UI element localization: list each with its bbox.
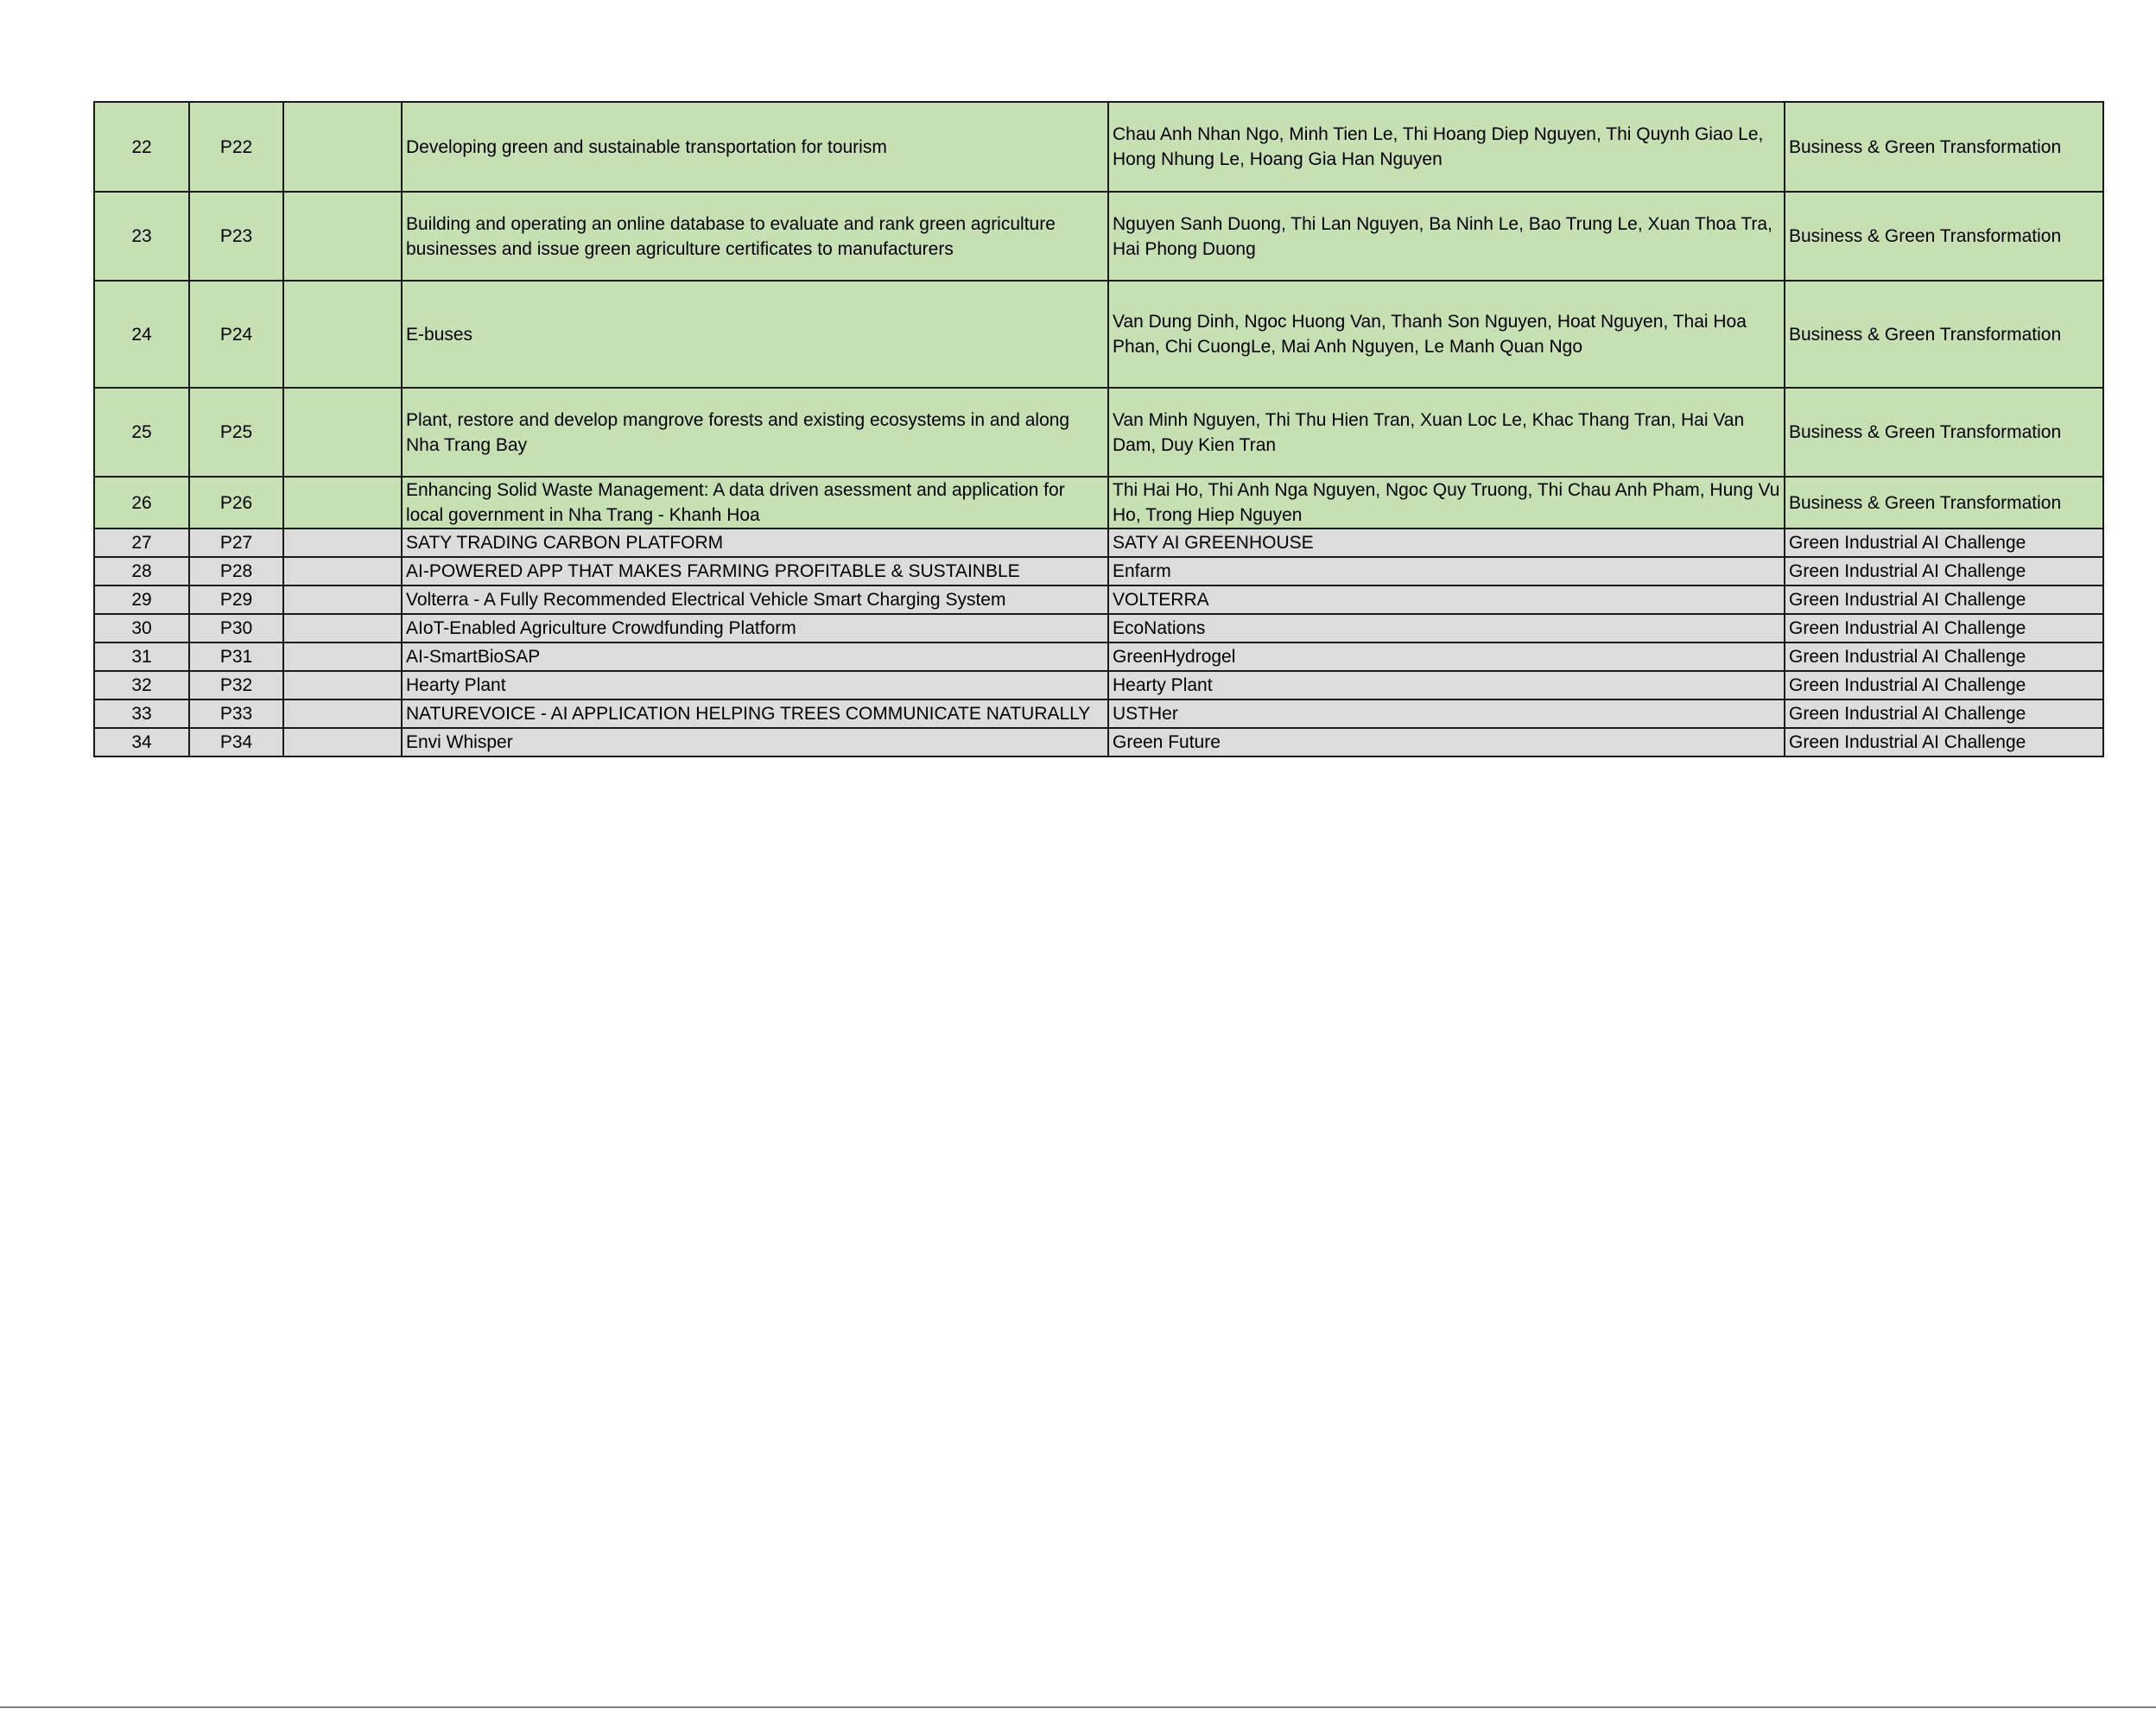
track-cell: Business & Green Transformation bbox=[1785, 192, 2103, 281]
table-row bbox=[94, 281, 2103, 388]
project-code-cell: P30 bbox=[189, 614, 283, 642]
members-cell: Thi Hai Ho, Thi Anh Nga Nguyen, Ngoc Quy Truong, Thi Chau Anh Pham, Hung Vu Ho, Trong Hiep Nguyen bbox=[1108, 477, 1785, 529]
project-code-cell: P34 bbox=[189, 728, 283, 756]
empty-cell bbox=[283, 642, 402, 671]
row-number-cell: 25 bbox=[94, 388, 189, 477]
project-code-cell: P26 bbox=[189, 477, 283, 529]
page-bottom-border bbox=[0, 1706, 2156, 1708]
project-name-cell: AIoT-Enabled Agriculture Crowdfunding Platform bbox=[402, 614, 1108, 642]
row-number-cell: 24 bbox=[94, 281, 189, 388]
table-row bbox=[94, 529, 2103, 557]
empty-cell bbox=[283, 529, 402, 557]
table-row bbox=[94, 477, 2103, 529]
track-cell: Green Industrial AI Challenge bbox=[1785, 699, 2103, 728]
project-name-cell: Building and operating an online database to evaluate and rank green agriculture businesses and issue green agriculture certificates to manufacturers bbox=[402, 192, 1108, 281]
empty-cell bbox=[283, 102, 402, 192]
row-number-cell: 28 bbox=[94, 557, 189, 585]
project-code-cell: P27 bbox=[189, 529, 283, 557]
track-cell: Green Industrial AI Challenge bbox=[1785, 671, 2103, 699]
empty-cell bbox=[283, 192, 402, 281]
project-code-cell: P33 bbox=[189, 699, 283, 728]
track-cell: Business & Green Transformation bbox=[1785, 281, 2103, 388]
row-number-cell: 26 bbox=[94, 477, 189, 529]
project-name-cell: NATUREVOICE - AI APPLICATION HELPING TREES COMMUNICATE NATURALLY bbox=[402, 699, 1108, 728]
project-code-cell: P22 bbox=[189, 102, 283, 192]
members-cell: SATY AI GREENHOUSE bbox=[1108, 529, 1785, 557]
row-number-cell: 30 bbox=[94, 614, 189, 642]
project-name-cell: Volterra - A Fully Recommended Electrical Vehicle Smart Charging System bbox=[402, 585, 1108, 614]
members-cell: USTHer bbox=[1108, 699, 1785, 728]
project-code-cell: P24 bbox=[189, 281, 283, 388]
projects-table bbox=[93, 101, 2104, 757]
table-row bbox=[94, 642, 2103, 671]
members-cell: Nguyen Sanh Duong, Thi Lan Nguyen, Ba Ninh Le, Bao Trung Le, Xuan Thoa Tra, Hai Phong Duong bbox=[1108, 192, 1785, 281]
project-name-cell: E-buses bbox=[402, 281, 1108, 388]
project-name-cell: AI-POWERED APP THAT MAKES FARMING PROFITABLE & SUSTAINBLE bbox=[402, 557, 1108, 585]
table-row bbox=[94, 557, 2103, 585]
row-number-cell: 33 bbox=[94, 699, 189, 728]
track-cell: Green Industrial AI Challenge bbox=[1785, 585, 2103, 614]
table-row bbox=[94, 585, 2103, 614]
members-cell: Enfarm bbox=[1108, 557, 1785, 585]
project-code-cell: P25 bbox=[189, 388, 283, 477]
empty-cell bbox=[283, 671, 402, 699]
row-number-cell: 29 bbox=[94, 585, 189, 614]
track-cell: Business & Green Transformation bbox=[1785, 102, 2103, 192]
projects-table-body bbox=[94, 102, 2103, 756]
empty-cell bbox=[283, 281, 402, 388]
track-cell: Business & Green Transformation bbox=[1785, 477, 2103, 529]
members-cell: EcoNations bbox=[1108, 614, 1785, 642]
project-name-cell: Envi Whisper bbox=[402, 728, 1108, 756]
members-cell: Hearty Plant bbox=[1108, 671, 1785, 699]
track-cell: Green Industrial AI Challenge bbox=[1785, 557, 2103, 585]
project-name-cell: AI-SmartBioSAP bbox=[402, 642, 1108, 671]
empty-cell bbox=[283, 585, 402, 614]
table-row bbox=[94, 388, 2103, 477]
track-cell: Green Industrial AI Challenge bbox=[1785, 529, 2103, 557]
project-name-cell: Enhancing Solid Waste Management: A data driven asessment and application for local government in Nha Trang - Khanh Hoa bbox=[402, 477, 1108, 529]
project-name-cell: SATY TRADING CARBON PLATFORM bbox=[402, 529, 1108, 557]
table-row bbox=[94, 699, 2103, 728]
empty-cell bbox=[283, 557, 402, 585]
project-code-cell: P31 bbox=[189, 642, 283, 671]
track-cell: Green Industrial AI Challenge bbox=[1785, 614, 2103, 642]
row-number-cell: 31 bbox=[94, 642, 189, 671]
empty-cell bbox=[283, 388, 402, 477]
empty-cell bbox=[283, 477, 402, 529]
empty-cell bbox=[283, 728, 402, 756]
members-cell: GreenHydrogel bbox=[1108, 642, 1785, 671]
row-number-cell: 32 bbox=[94, 671, 189, 699]
table-row bbox=[94, 192, 2103, 281]
track-cell: Business & Green Transformation bbox=[1785, 388, 2103, 477]
project-code-cell: P28 bbox=[189, 557, 283, 585]
row-number-cell: 34 bbox=[94, 728, 189, 756]
project-name-cell: Hearty Plant bbox=[402, 671, 1108, 699]
table-row bbox=[94, 728, 2103, 756]
members-cell: Chau Anh Nhan Ngo, Minh Tien Le, Thi Hoang Diep Nguyen, Thi Quynh Giao Le, Hong Nhung Le, Hoang Gia Han Nguyen bbox=[1108, 102, 1785, 192]
project-code-cell: P29 bbox=[189, 585, 283, 614]
project-name-cell: Plant, restore and develop mangrove forests and existing ecosystems in and along Nha Trang Bay bbox=[402, 388, 1108, 477]
project-name-cell: Developing green and sustainable transportation for tourism bbox=[402, 102, 1108, 192]
members-cell: VOLTERRA bbox=[1108, 585, 1785, 614]
table-row bbox=[94, 671, 2103, 699]
track-cell: Green Industrial AI Challenge bbox=[1785, 642, 2103, 671]
empty-cell bbox=[283, 614, 402, 642]
members-cell: Van Minh Nguyen, Thi Thu Hien Tran, Xuan Loc Le, Khac Thang Tran, Hai Van Dam, Duy Kien Tran bbox=[1108, 388, 1785, 477]
table-row bbox=[94, 614, 2103, 642]
project-code-cell: P23 bbox=[189, 192, 283, 281]
row-number-cell: 22 bbox=[94, 102, 189, 192]
table-row bbox=[94, 102, 2103, 192]
track-cell: Green Industrial AI Challenge bbox=[1785, 728, 2103, 756]
row-number-cell: 27 bbox=[94, 529, 189, 557]
project-code-cell: P32 bbox=[189, 671, 283, 699]
row-number-cell: 23 bbox=[94, 192, 189, 281]
members-cell: Green Future bbox=[1108, 728, 1785, 756]
members-cell: Van Dung Dinh, Ngoc Huong Van, Thanh Son Nguyen, Hoat Nguyen, Thai Hoa Phan, Chi CuongLe, Mai Anh Nguyen, Le Manh Quan Ngo bbox=[1108, 281, 1785, 388]
empty-cell bbox=[283, 699, 402, 728]
